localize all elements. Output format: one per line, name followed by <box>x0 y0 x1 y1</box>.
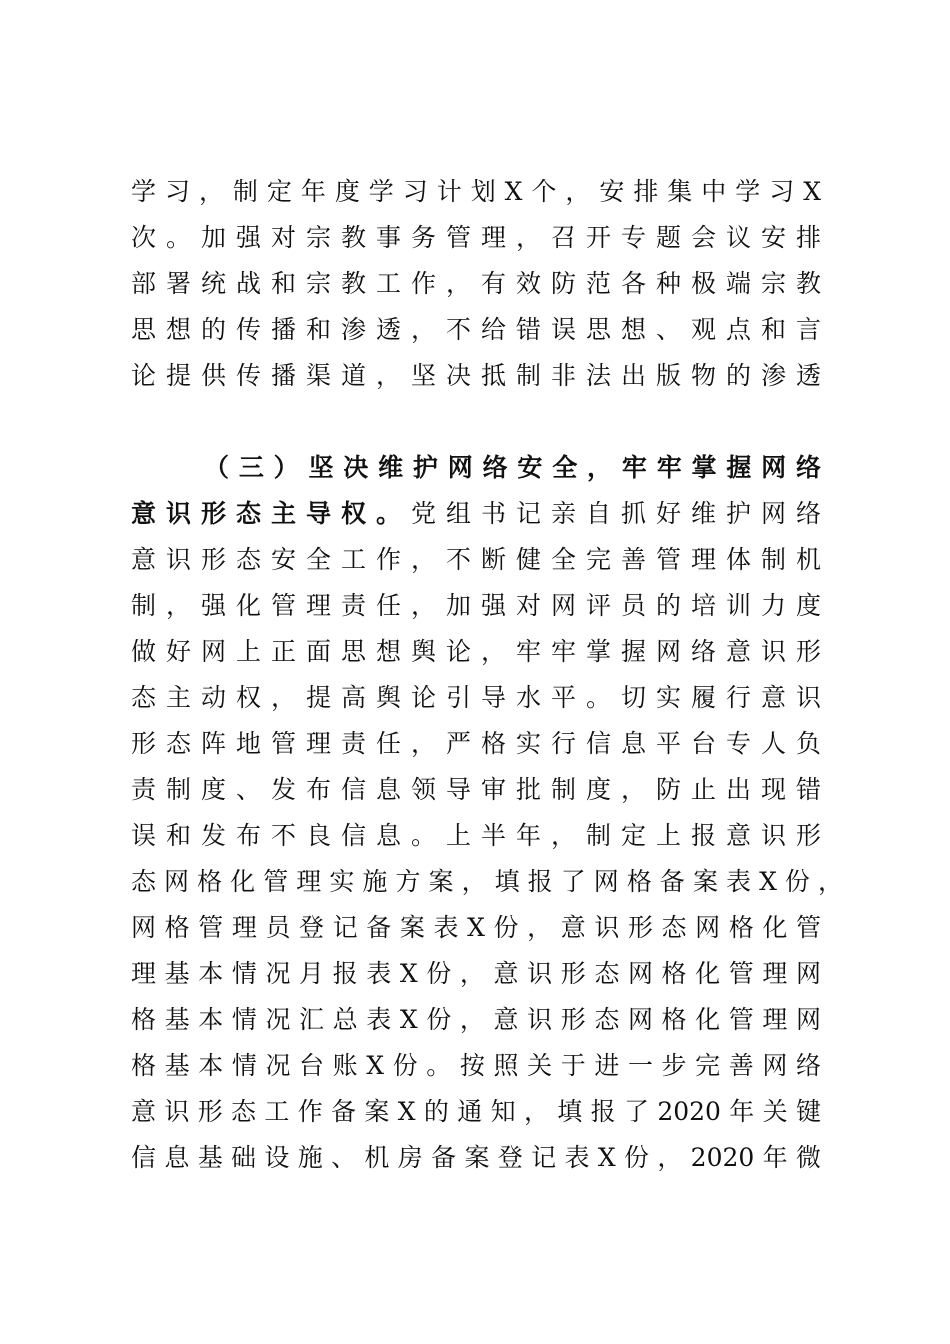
paragraph-line: 网格管理员登记备案表X份，意识形态网格化管 <box>131 913 821 942</box>
paragraph-line: 意识形态工作备案X的通知，填报了2020年关键 <box>131 1097 821 1126</box>
paragraph-line: 思想的传播和渗透，不给错误思想、观点和言 <box>131 315 821 344</box>
paragraph-line: 格基本情况汇总表X份，意识形态网格化管理网 <box>131 1005 821 1034</box>
paragraph-line: 态主动权，提高舆论引导水平。切实履行意识 <box>131 683 821 712</box>
paragraph-line: 做好网上正面思想舆论，牢牢掌握网络意识形 <box>131 637 821 666</box>
paragraph-line: 信息基础设施、机房备案登记表X份，2020年微 <box>131 1143 821 1172</box>
paragraph-line: 格基本情况台账X份。按照关于进一步完善网络 <box>131 1051 821 1080</box>
section-heading-continuation <box>131 494 821 534</box>
paragraph-line: 部署统战和宗教工作，有效防范各种极端宗教 <box>131 269 821 298</box>
paragraph-line: 制，强化管理责任，加强对网评员的培训力度 <box>131 591 821 620</box>
paragraph-line: 学习，制定年度学习计划X个，安排集中学习X <box>131 177 821 206</box>
paragraph-line: 理基本情况月报表X份，意识形态网格化管理网 <box>131 959 821 988</box>
paragraph-line: 次。加强对宗教事务管理，召开专题会议安排 <box>131 223 821 252</box>
paragraph-line: 责制度、发布信息领导审批制度，防止出现错 <box>131 775 821 804</box>
paragraph-line: 论提供传播渠道，坚决抵制非法出版物的渗透 <box>131 361 821 390</box>
paragraph-text: 党组书记亲自抓好维护网络 <box>411 499 821 528</box>
paragraph-line: 意识形态安全工作，不断健全完善管理体制机 <box>131 545 821 574</box>
paragraph-line: 形态阵地管理责任，严格实行信息平台专人负 <box>131 729 821 758</box>
paragraph-line: 误和发布不良信息。上半年，制定上报意识形 <box>131 821 821 850</box>
section-heading-tail: 意识形态主导权。 <box>131 499 411 528</box>
section-heading: （三）坚决维护网络安全，牢牢掌握网络 <box>204 453 821 482</box>
paragraph-line: 态网格化管理实施方案，填报了网格备案表X份， <box>131 867 843 896</box>
